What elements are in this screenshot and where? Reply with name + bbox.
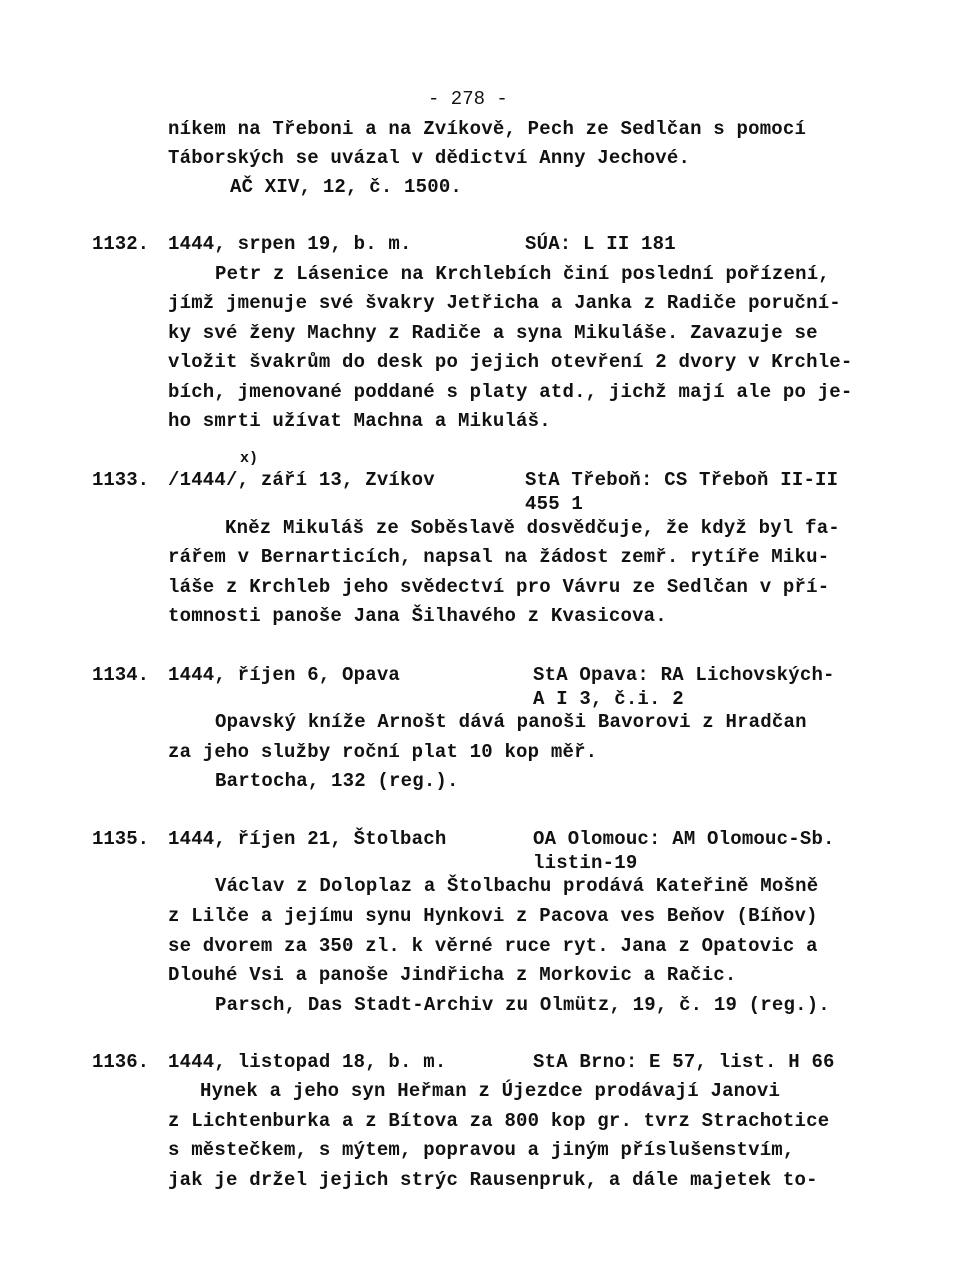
- entry-text-line: ho smrti užívat Machna a Mikuláš.: [168, 410, 551, 432]
- entry-text-line: jak je držel jejich strýc Rausenpruk, a dále majetek to-: [168, 1169, 818, 1191]
- entry-text-line: Petr z Lásenice na Krchlebích činí poslední pořízení,: [215, 263, 830, 285]
- entry-source: SÚA: L II 181: [525, 233, 676, 255]
- entry-text-line: bích, jmenované poddané s platy atd., jichž mají ale po je-: [168, 381, 853, 403]
- entry-text-line: tomnosti panoše Jana Šilhavého z Kvasicova.: [168, 605, 667, 627]
- entry-text-line: za jeho služby roční plat 10 kop měř.: [168, 741, 598, 763]
- entry-text-line: Dlouhé Vsi a panoše Jindřicha z Morkovic a Račic.: [168, 964, 737, 986]
- entry-citation: Parsch, Das Stadt-Archiv zu Olmütz, 19, č. 19 (reg.).: [215, 994, 830, 1016]
- entry-number: 1133.: [92, 469, 150, 491]
- entry-text-line: se dvorem za 350 zl. k věrné ruce ryt. Jana z Opatovic a: [168, 935, 818, 957]
- entry-date: 1444, říjen 6, Opava: [168, 664, 401, 686]
- entry-text-line: vložit švakrům do desk po jejich otevření 2 dvory v Krchle-: [168, 351, 853, 373]
- intro-citation: AČ XIV, 12, č. 1500.: [230, 176, 463, 198]
- page-number: - 278 -: [428, 88, 508, 110]
- entry-source: StA Třeboň: CS Třeboň II-II: [525, 469, 839, 491]
- entry-text-line: s městečkem, s mýtem, popravou a jiným příslušenstvím,: [168, 1139, 795, 1161]
- entry-source: OA Olomouc: AM Olomouc-Sb.: [533, 828, 835, 850]
- entry-number: 1132.: [92, 233, 150, 255]
- entry-date: 1444, listopad 18, b. m.: [168, 1051, 447, 1073]
- entry-citation: Bartocha, 132 (reg.).: [215, 770, 459, 792]
- entry-date: 1444, říjen 21, Štolbach: [168, 828, 447, 850]
- entry-text-line: z Lilče a jejímu synu Hynkovi z Pacova ves Beňov (Bíňov): [168, 905, 818, 927]
- entry-text-line: rářem v Bernarticích, napsal na žádost zemř. rytíře Miku-: [168, 546, 830, 568]
- entry-source: StA Opava: RA Lichovských-: [533, 664, 835, 686]
- entry-text-line: ky své ženy Machny z Radiče a syna Mikuláše. Zavazuje se: [168, 322, 818, 344]
- entry-date: 1444, srpen 19, b. m.: [168, 233, 412, 255]
- entry-source: A I 3, č.i. 2: [533, 688, 684, 710]
- entry-text-line: Opavský kníže Arnošt dává panoši Bavorovi z Hradčan: [215, 711, 807, 733]
- footnote-marker: x): [240, 450, 259, 467]
- entry-number: 1135.: [92, 828, 150, 850]
- entry-source: listin-19: [533, 852, 638, 874]
- entry-text-line: jímž jmenuje své švakry Jetřicha a Janka z Radiče poruční-: [168, 292, 841, 314]
- entry-text-line: Kněz Mikuláš ze Soběslavě dosvědčuje, že když byl fa-: [225, 517, 840, 539]
- intro-line: Táborských se uvázal v dědictví Anny Jechové.: [168, 147, 691, 169]
- entry-text-line: z Lichtenburka a z Bítova za 800 kop gr. tvrz Strachotice: [168, 1110, 830, 1132]
- entry-text-line: láše z Krchleb jeho svědectví pro Vávru ze Sedlčan v pří-: [168, 576, 830, 598]
- entry-date: /1444/, září 13, Zvíkov: [168, 469, 435, 491]
- intro-line: níkem na Třeboni a na Zvíkově, Pech ze Sedlčan s pomocí: [168, 118, 807, 140]
- entry-source: 455 1: [525, 493, 584, 515]
- entry-source: StA Brno: E 57, list. H 66: [533, 1051, 835, 1073]
- entry-text-line: Hynek a jeho syn Heřman z Újezdce prodávají Janovi: [200, 1080, 781, 1102]
- entry-number: 1134.: [92, 664, 150, 686]
- entry-number: 1136.: [92, 1051, 150, 1073]
- entry-text-line: Václav z Doloplaz a Štolbachu prodává Kateřině Mošně: [215, 875, 819, 897]
